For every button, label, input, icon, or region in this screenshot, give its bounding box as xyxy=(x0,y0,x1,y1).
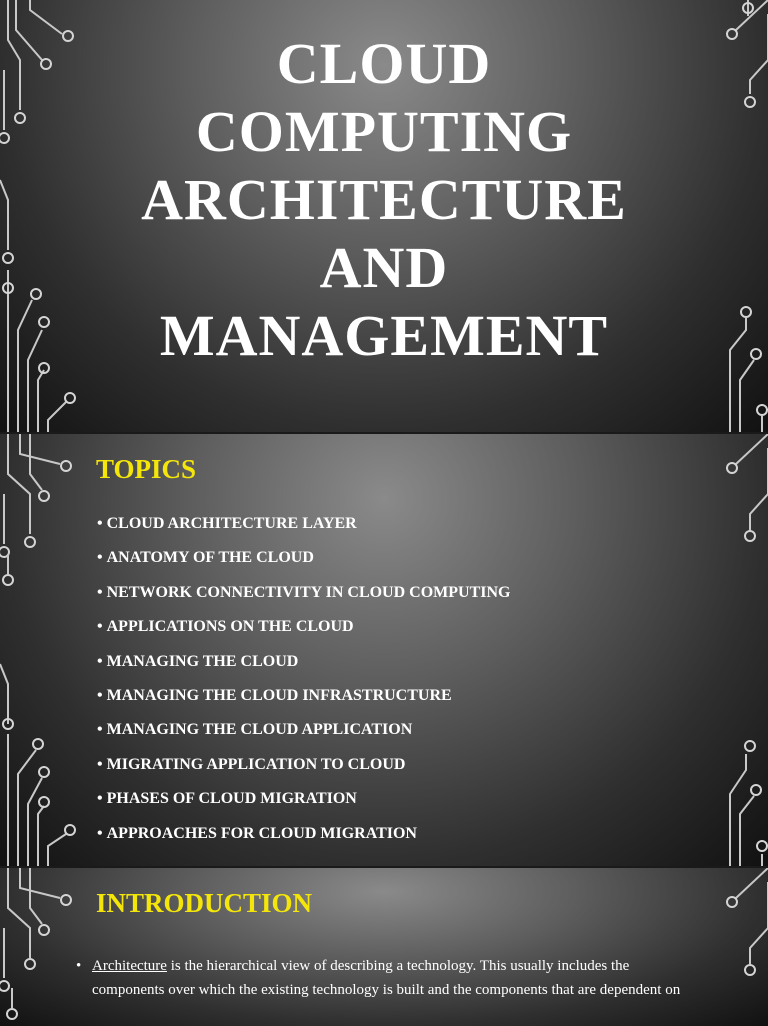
list-item xyxy=(97,753,511,787)
list-item xyxy=(97,581,511,615)
slide-title xyxy=(0,30,768,370)
list-item xyxy=(97,822,511,856)
list-item xyxy=(97,546,511,580)
bullet: • xyxy=(97,790,103,808)
circuit-decoration-right xyxy=(678,434,768,866)
bullet: • xyxy=(97,549,103,567)
topic-text: ANATOMY OF THE CLOUD xyxy=(106,549,314,567)
title-line: ARCHITECTURE xyxy=(141,167,627,232)
circuit-decoration-left xyxy=(0,434,90,866)
topic-text: MANAGING THE CLOUD xyxy=(106,652,299,670)
title-line: MANAGEMENT xyxy=(159,303,609,368)
bullet: • xyxy=(97,721,103,739)
bullet: • xyxy=(97,755,103,773)
title-line: AND xyxy=(319,235,449,300)
circuit-decoration-right xyxy=(678,868,768,1026)
topic-text: NETWORK CONNECTIVITY IN CLOUD COMPUTING xyxy=(106,583,511,601)
bullet: • xyxy=(97,824,103,842)
circuit-decoration-left xyxy=(0,868,90,1026)
bullet: • xyxy=(97,686,103,704)
topic-text: APPLICATIONS ON THE CLOUD xyxy=(106,618,354,636)
topics-list xyxy=(97,512,511,856)
bullet: • xyxy=(97,618,103,636)
topic-text: PHASES OF CLOUD MIGRATION xyxy=(106,790,357,808)
bullet: • xyxy=(76,958,82,974)
topics-heading: TOPICS xyxy=(96,454,197,484)
introduction-slide xyxy=(0,868,768,1026)
topic-text: MANAGING THE CLOUD INFRASTRUCTURE xyxy=(106,686,452,704)
topic-text: APPROACHES FOR CLOUD MIGRATION xyxy=(106,824,417,842)
topic-text: MIGRATING APPLICATION TO CLOUD xyxy=(106,755,406,773)
introduction-paragraph xyxy=(76,954,686,1002)
topic-text: MANAGING THE CLOUD APPLICATION xyxy=(106,721,413,739)
paragraph-text xyxy=(92,954,686,1002)
topic-text: CLOUD ARCHITECTURE LAYER xyxy=(106,515,357,532)
bullet: • xyxy=(97,515,103,532)
topics-slide xyxy=(0,434,768,866)
list-item xyxy=(97,718,511,752)
introduction-heading: INTRODUCTION xyxy=(96,888,313,918)
definition-text: is the hierarchical view of describing a technology. This usually includes the components over which the existing technology is built and the components that are dependent on xyxy=(92,958,681,998)
bullet: • xyxy=(97,583,103,601)
term-architecture: Architecture xyxy=(92,958,167,974)
title-line: CLOUD xyxy=(276,31,492,96)
list-item xyxy=(97,787,511,821)
list-item xyxy=(97,615,511,649)
list-item xyxy=(97,512,511,546)
list-item xyxy=(97,684,511,718)
bullet: • xyxy=(97,652,103,670)
title-slide xyxy=(0,0,768,432)
title-line: COMPUTING xyxy=(195,99,573,164)
list-item xyxy=(97,650,511,684)
